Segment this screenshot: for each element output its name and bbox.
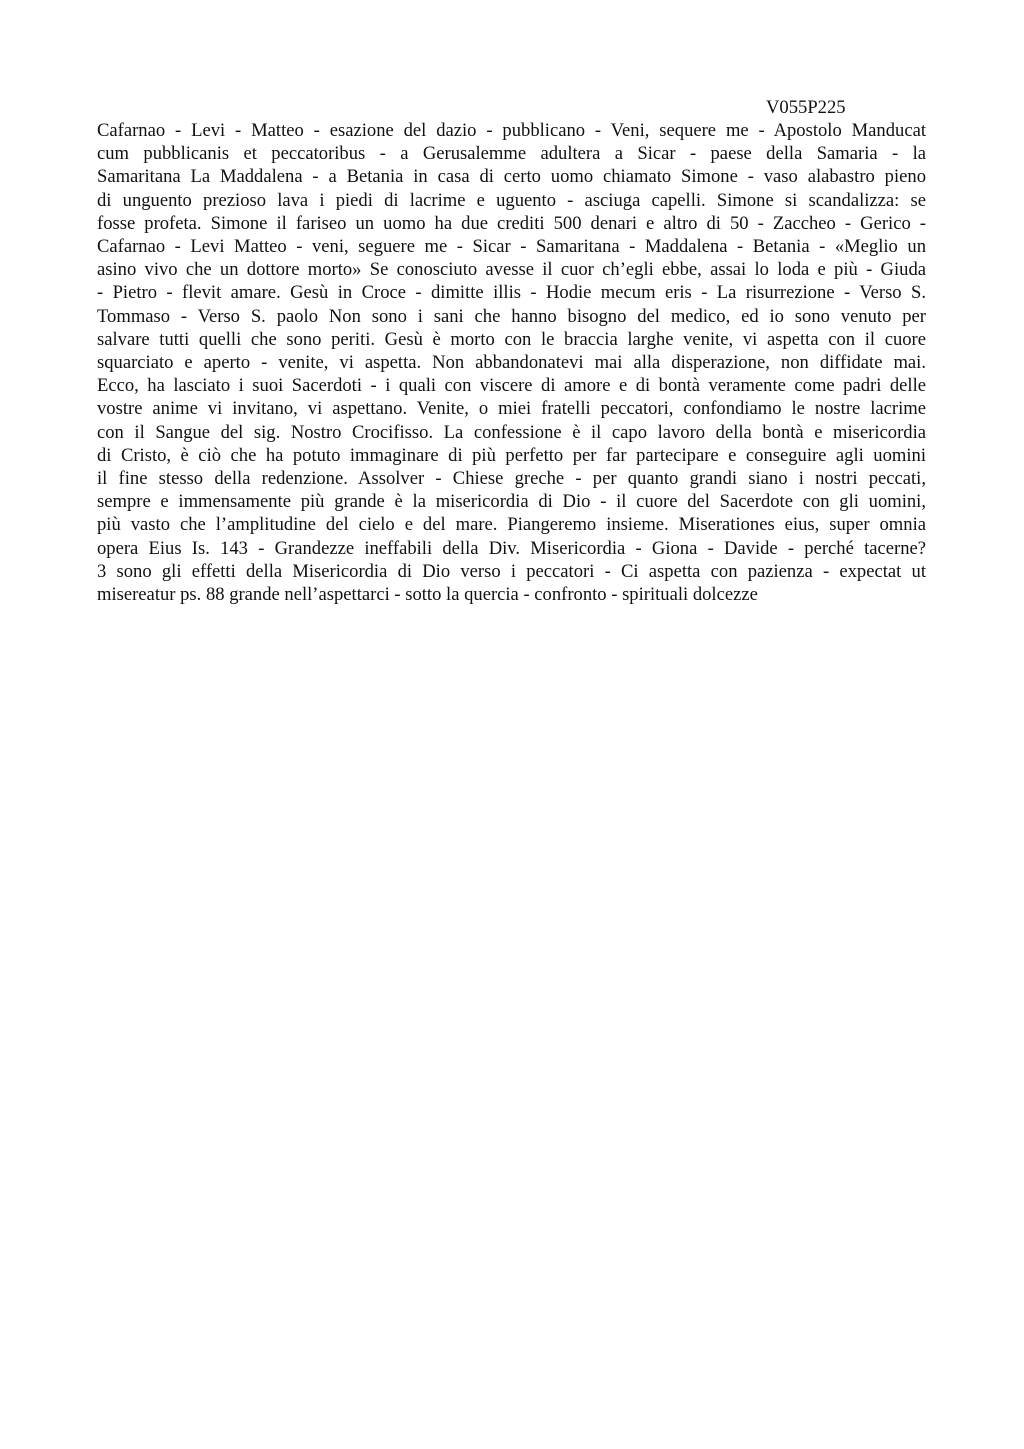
text-line: Ecco, ha lasciato i suoi Sacerdoti - i quali con viscere di amore e di bontà veramente come padri delle [97, 375, 926, 397]
text-line: vostre anime vi invitano, vi aspettano. Venite, o miei fratelli peccatori, confondiamo le nostre lacrime [97, 398, 926, 420]
text-line: sempre e immensamente più grande è la misericordia di Dio - il cuore del Sacerdote con gli uomini, [97, 491, 926, 513]
text-line: misereatur ps. 88 grande nell’aspettarci - sotto la quercia - confronto - spirituali dolcezze [97, 584, 758, 606]
text-line: fosse profeta. Simone il fariseo un uomo ha due crediti 500 denari e altro di 50 - Zaccheo - Gerico - [97, 212, 926, 234]
text-line: di Cristo, è ciò che ha potuto immaginare di più perfetto per far partecipare e conseguire agli uomini [97, 444, 926, 466]
page-reference: V055P225 [766, 97, 846, 118]
text-line: salvare tutti quelli che sono periti. Gesù è morto con le braccia larghe venite, vi aspetta con il cuore [97, 328, 926, 350]
text-line: asino vivo che un dottore morto» Se conosciuto avesse il cuor ch’egli ebbe, assai lo loda e più - Giuda [97, 259, 926, 281]
text-line: il fine stesso della redenzione. Assolver - Chiese greche - per quanto grandi siano i nostri peccati, [97, 468, 926, 490]
text-line: 3 sono gli effetti della Misericordia di Dio verso i peccatori - Ci aspetta con pazienza - expectat ut [97, 560, 926, 582]
text-line: di unguento prezioso lava i piedi di lacrime e uguento - asciuga capelli. Simone si scandalizza: se [97, 189, 926, 211]
body-paragraph [97, 119, 926, 606]
text-line: Cafarnao - Levi - Matteo - esazione del dazio - pubblicano - Veni, sequere me - Apostolo Manducat [97, 120, 926, 141]
text-line: cum pubblicanis et peccatoribus - a Gerusalemme adultera a Sicar - paese della Samaria - la [97, 143, 926, 165]
text-line: Tommaso - Verso S. paolo Non sono i sani che hanno bisogno del medico, ed io sono venuto per [97, 305, 926, 327]
text-line: Cafarnao - Levi Matteo - veni, seguere me - Sicar - Samaritana - Maddalena - Betania - «Meglio un [97, 236, 926, 258]
text-line: opera Eius Is. 143 - Grandezze ineffabili della Div. Misericordia - Giona - Davide - perché tacerne? [97, 537, 926, 559]
text-line: squarciato e aperto - venite, vi aspetta. Non abbandonatevi mai alla disperazione, non diffidate mai. [97, 352, 926, 374]
text-line: - Pietro - flevit amare. Gesù in Croce - dimitte illis - Hodie mecum eris - La risurrezione - Verso S. [97, 282, 926, 304]
text-line: con il Sangue del sig. Nostro Crocifisso. La confessione è il capo lavoro della bontà e misericordia [97, 421, 926, 443]
text-line: più vasto che l’amplitudine del cielo e del mare. Piangeremo insieme. Miserationes eius, super omnia [97, 514, 926, 536]
text-line: Samaritana La Maddalena - a Betania in casa di certo uomo chiamato Simone - vaso alabastro pieno [97, 166, 926, 188]
